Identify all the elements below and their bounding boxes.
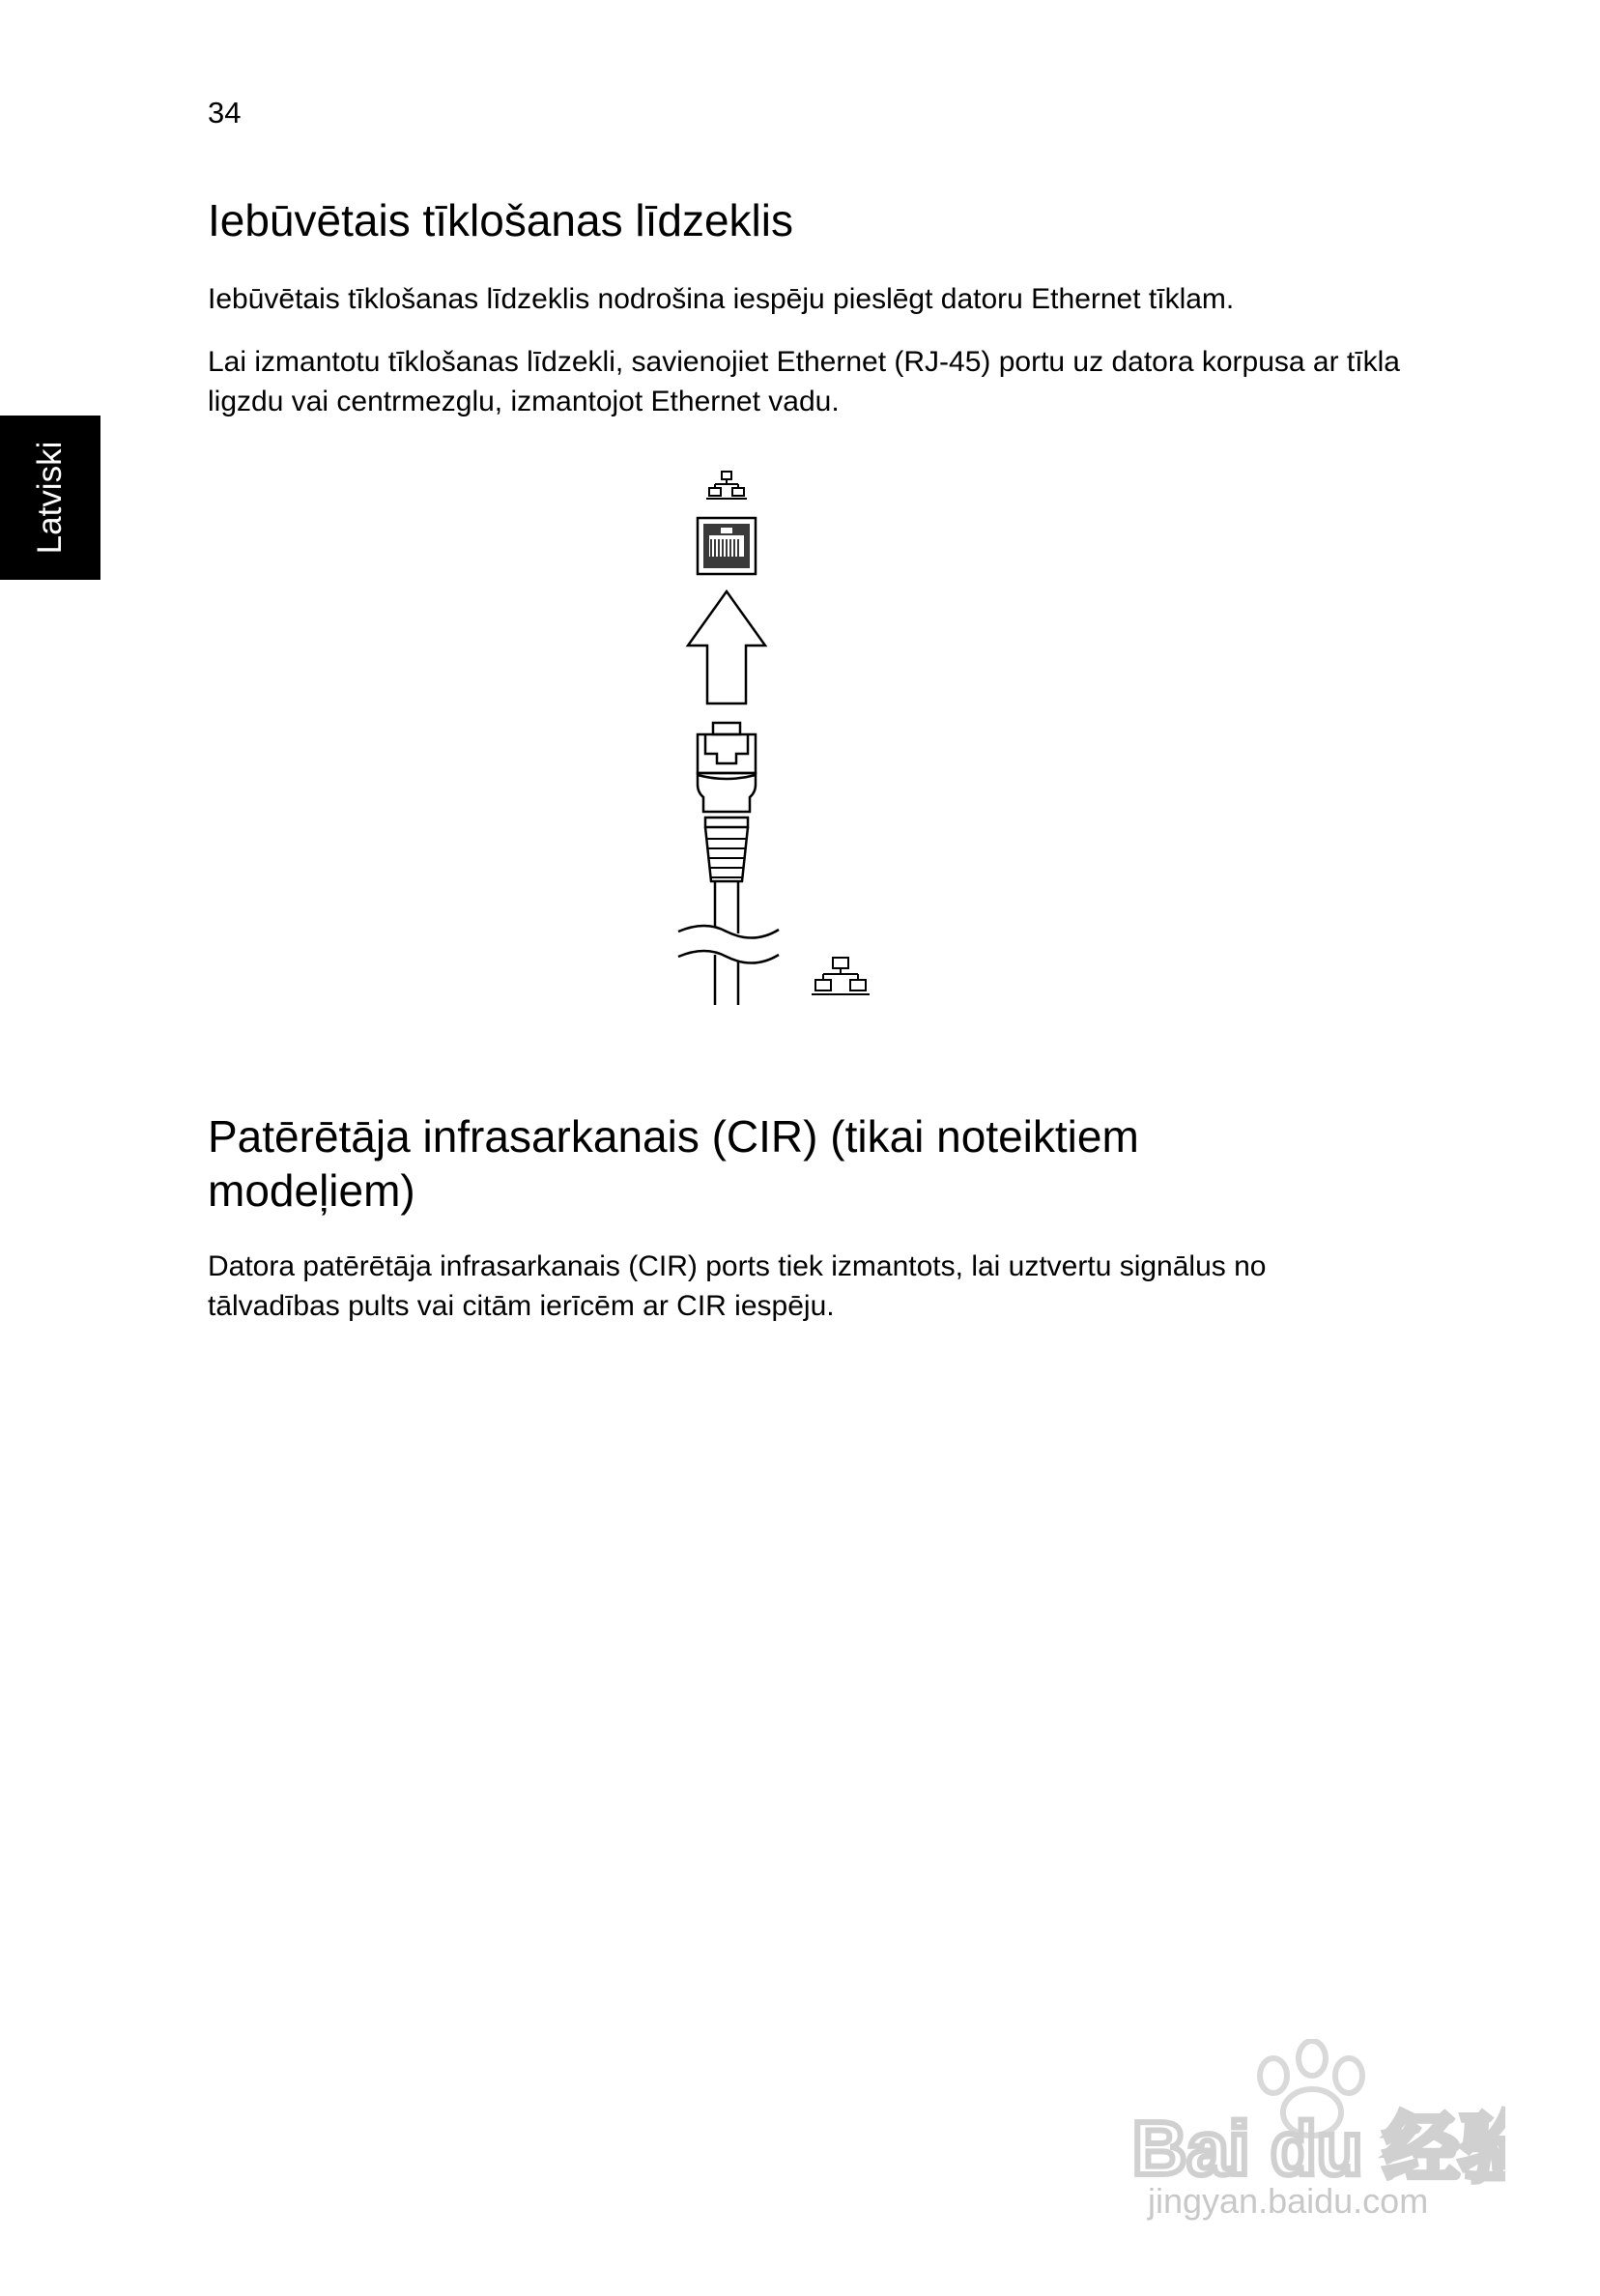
network-paragraph-1: Iebūvētais tīklošanas līdzeklis nodrošina iespēju pieslēgt datoru Ethernet tīklam. xyxy=(208,283,1235,315)
cir-paragraph: Datora patērētāja infrasarkanais (CIR) ports tiek izmantots, lai uztvertu signālus no tālvadības pults vai citām ierīcēm ar CIR iespēju. xyxy=(208,1250,1267,1322)
rj45-port-icon xyxy=(698,518,756,574)
language-tab xyxy=(0,416,100,580)
network-icon xyxy=(706,472,747,499)
network-paragraph-2: Lai izmantotu tīklošanas līdzekli, savienojiet Ethernet (RJ-45) portu uz datora korpusa ar tīkla ligzdu vai centrmezglu, izmantojot Ethernet vadu. xyxy=(208,346,1400,417)
network-icon xyxy=(812,958,870,994)
ethernet-plug-icon xyxy=(698,723,756,881)
watermark-url: jingyan.baidu.com xyxy=(1148,2181,1429,2221)
ethernet-connection-figure xyxy=(667,464,899,1015)
up-arrow-icon xyxy=(688,591,765,703)
cable-break-icon xyxy=(678,881,779,1005)
section-heading-cir: Patērētāja infrasarkanais (CIR) (tikai noteiktiem modeļiem) xyxy=(208,1111,1139,1216)
watermark-brand: Bai du 经验 xyxy=(1132,2106,1505,2191)
baidu-watermark xyxy=(1129,2039,1505,2223)
section-heading-network: Iebūvētais tīklošanas līdzeklis xyxy=(208,195,793,245)
page-number: 34 xyxy=(208,96,242,129)
language-tab-label: Latviski xyxy=(31,441,69,555)
